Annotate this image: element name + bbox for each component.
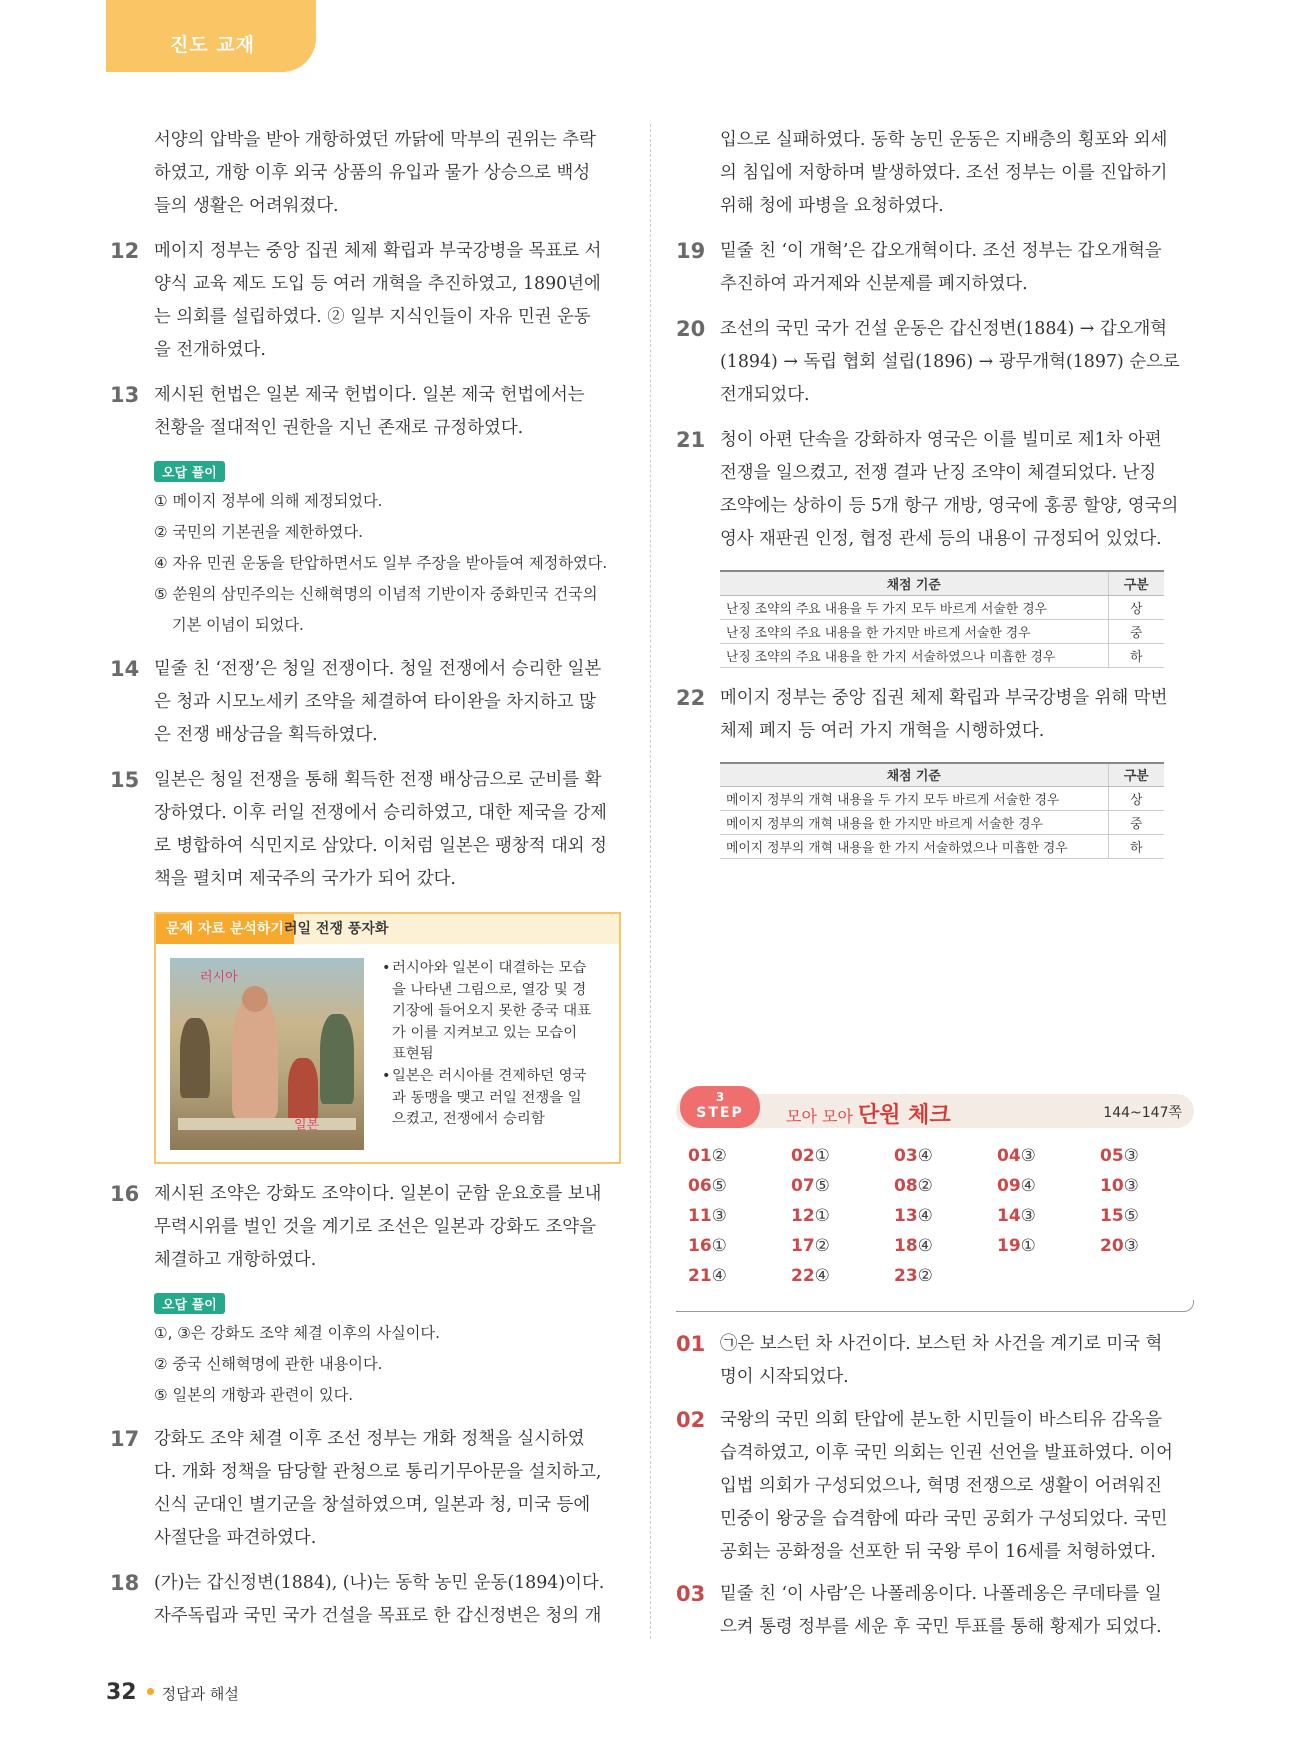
- analysis-box-header: [156, 914, 619, 944]
- answer-15: 15 일본은 청일 전쟁을 통해 획득한 전쟁 배상금으로 군비를 확 장하였다. 이후 러일 전쟁에서 승리하였고, 대한 제국을 강제 로 병합하여 식민지로 삼았다. 이처럼 일본은 팽창적 대외 정 책을 펼치며 제국주의 국가가 되어 갔다.: [110, 764, 615, 896]
- footer-dot-icon: [147, 1688, 154, 1695]
- answer-cell: 16①: [688, 1236, 727, 1256]
- solution-03: 03 밑줄 친 ‘이 사람’은 나폴레옹이다. 나폴레옹은 쿠데타를 일 으켜 통령 정부를 세운 후 국민 투표를 통해 황제가 되었다.: [676, 1578, 1194, 1644]
- continued-paragraph: 입으로 실패하였다. 동학 농민 운동은 지배층의 횡포와 외세 의 침입에 저항하며 발생하였다. 조선 정부는 이를 진압하기 위해 청에 파병을 요청하였다.: [720, 130, 1168, 216]
- answer-cell: 22④: [791, 1266, 830, 1286]
- answer-cell: 02①: [791, 1146, 830, 1166]
- question-number: 02: [676, 1408, 706, 1432]
- wrong-answer-tag: 오답 풀이: [154, 461, 225, 482]
- step-title: 모아 모아 단원 체크: [786, 1103, 951, 1128]
- pic-label-russia: 러시아: [200, 970, 238, 985]
- answer-cell: 05③: [1100, 1146, 1139, 1166]
- answer-cell: 18④: [894, 1236, 933, 1256]
- answer-cell: 04③: [997, 1146, 1036, 1166]
- answer-cell: 12①: [791, 1206, 830, 1226]
- table-row: 메이지 정부의 개혁 내용을 두 가지 모두 바르게 서술한 경우 상: [720, 787, 1164, 811]
- answer-21: 21 청이 아편 단속을 강화하자 영국은 이를 빌미로 제1차 아편 전쟁을 일으켰고, 전쟁 결과 난징 조약이 체결되었다. 난징 조약에는 상하이 등 5개 항구 개방, 영국에 홍콩 할양, 영국의 영사 재판권 인정, 협정 관세 등의 내용이 규정되어 있었다.: [676, 424, 1181, 556]
- table-row: 난징 조약의 주요 내용을 두 가지 모두 바르게 서술한 경우 상: [720, 595, 1164, 619]
- answer-cell: 11③: [688, 1206, 727, 1226]
- header-tab: [106, 0, 316, 72]
- answer-17: 17 강화도 조약 체결 이후 조선 정부는 개화 정책을 실시하였 다. 개화 정책을 담당할 관청으로 통리기무아문을 설치하고, 신식 군대인 별기군을 창설하였으며, 일본과 청, 미국 등에 사절단을 파견하였다.: [110, 1423, 615, 1555]
- answer-cell: 03④: [894, 1146, 933, 1166]
- analysis-title: 러일 전쟁 풍자화: [284, 921, 389, 937]
- answer-cell: 13④: [894, 1206, 933, 1226]
- answer-cell: 14③: [997, 1206, 1036, 1226]
- answer-14: 14 밑줄 친 ‘전쟁’은 청일 전쟁이다. 청일 전쟁에서 승리한 일본 은 청과 시모노세키 조약을 체결하여 타이완을 차지하고 많 은 전쟁 배상금을 획득하였다.: [110, 653, 615, 752]
- question-number: 18: [110, 1571, 140, 1595]
- scoring-table-22: [720, 762, 1164, 860]
- table-header: 구분: [1108, 763, 1164, 787]
- scoring-table-21: [720, 570, 1164, 668]
- answer-cell: 23②: [894, 1266, 933, 1286]
- question-number: 21: [676, 428, 706, 452]
- question-number: 13: [110, 383, 140, 407]
- answer-20: 20 조선의 국민 국가 건설 운동은 갑신정변(1884) → 갑오개혁 (1894) → 독립 협회 설립(1896) → 광무개혁(1897) 순으로 전개되었다.: [676, 313, 1181, 412]
- wrong-answer-notes-13: 오답 풀이 ① 메이지 정부에 의해 제정되었다. ② 국민의 기본권을 제한하였다. ④ 자유 민권 운동을 탄압하면서도 일부 주장을 받아들여 제정하였다. ⑤ 쑨원의 삼민주의는 신해혁명의 이념적 기반이자 중화민국 건국의 기본 이념이 되었다.: [110, 445, 615, 641]
- table-header: 채점 기준: [720, 571, 1108, 595]
- analysis-bullet: • 러시아와 일본이 대결하는 모습 을 나타낸 그림으로, 열강 및 경 기장에 들어오지 못한 중국 대표 가 이를 지켜보고 있는 모습이 표현됨: [382, 958, 607, 1066]
- page-footer: [106, 1680, 239, 1705]
- answer-cell: 01②: [688, 1146, 727, 1166]
- question-number: 14: [110, 657, 140, 681]
- solution-01: 01 ㉠은 보스턴 차 사건이다. 보스턴 차 사건을 계기로 미국 혁 명이 시작되었다.: [676, 1328, 1194, 1394]
- step-pages: 144~147쪽: [1103, 1105, 1182, 1121]
- answer-cell: 10③: [1100, 1176, 1139, 1196]
- answer-cell: 21④: [688, 1266, 727, 1286]
- answer-grid: [688, 1146, 1194, 1286]
- question-number: 16: [110, 1182, 140, 1206]
- table-header: 채점 기준: [720, 763, 1108, 787]
- answer-cell: 06⑤: [688, 1176, 727, 1196]
- left-column: [110, 124, 615, 1633]
- question-number: 17: [110, 1427, 140, 1451]
- question-number: 22: [676, 685, 706, 710]
- table-row: 메이지 정부의 개혁 내용을 한 가지 서술하였으나 미흡한 경우 하: [720, 835, 1164, 859]
- step-badge: 3 STEP: [680, 1086, 760, 1128]
- pic-label-japan: 일본: [294, 1118, 320, 1133]
- answer-16: 16 제시된 조약은 강화도 조약이다. 일본이 군함 운요호를 보내 무력시위를 벌인 것을 계기로 조선은 일본과 강화도 조약을 체결하고 개항하였다.: [110, 1178, 615, 1277]
- table-row: 난징 조약의 주요 내용을 한 가지만 바르게 서술한 경우 중: [720, 619, 1164, 643]
- answer-cell: 07⑤: [791, 1176, 830, 1196]
- question-number: 19: [676, 239, 706, 263]
- answer-22: 22 메이지 정부는 중앙 집권 체제 확립과 부국강병을 위해 막번 체제 폐지 등 여러 가지 개혁을 시행하였다.: [676, 682, 1181, 748]
- wrong-answer-tag: 오답 풀이: [154, 1293, 225, 1314]
- solution-02: 02 국왕의 국민 의회 탄압에 분노한 시민들이 바스티유 감옥을 습격하였고, 이후 국민 의회는 인권 선언을 발표하였다. 이어 입법 의회가 구성되었으나, 혁명 전쟁으로 생활이 어려워진 민중이 왕궁을 습격함에 따라 국민 공회가 구성되었다. 국민 공회는 공화정을 선포한 뒤 국왕 루이 16세를 처형하였다.: [676, 1404, 1194, 1569]
- analysis-label: 문제 자료 분석하기: [156, 914, 294, 944]
- answer-cell: 08②: [894, 1176, 933, 1196]
- answer-19: 19 밑줄 친 ‘이 개혁’은 갑오개혁이다. 조선 정부는 갑오개혁을 추진하여 과거제와 신분제를 폐지하였다.: [676, 235, 1181, 301]
- right-column: [676, 124, 1181, 867]
- analysis-bullet: • 일본은 러시아를 견제하던 영국 과 동맹을 맺고 러일 전쟁을 일 으켰고, 전쟁에서 승리함: [382, 1066, 607, 1131]
- question-number: 01: [676, 1332, 706, 1356]
- answer-12: 12 메이지 정부는 중앙 집권 체제 확립과 부국강병을 목표로 서 양식 교육 제도 도입 등 여러 개혁을 추진하였고, 1890년에 는 의회를 설립하였다. ② 일부 지식인들이 자유 민권 운동 을 전개하였다.: [110, 235, 615, 367]
- question-number: 12: [110, 239, 140, 263]
- wrong-answer-notes-16: 오답 풀이 ①, ③은 강화도 조약 체결 이후의 사실이다. ② 중국 신해혁명에 관한 내용이다. ⑤ 일본의 개항과 관련이 있다.: [110, 1277, 615, 1411]
- analysis-box: [154, 912, 621, 1164]
- step-bar: [676, 1090, 1194, 1128]
- intro-paragraph: 서양의 압박을 받아 개항하였던 까닭에 막부의 권위는 추락 하였고, 개항 이후 외국 상품의 유입과 물가 상승으로 백성 들의 생활은 어려워졌다.: [154, 130, 596, 216]
- answer-13: 13 제시된 헌법은 일본 제국 헌법이다. 일본 제국 헌법에서는 천황을 절대적인 권한을 지닌 존재로 규정하였다.: [110, 379, 615, 445]
- answer-cell: 15⑤: [1100, 1206, 1139, 1226]
- answer-cell: 09④: [997, 1176, 1036, 1196]
- answer-cell: 19①: [997, 1236, 1036, 1256]
- analysis-bullets: [364, 958, 607, 1150]
- column-divider: [650, 124, 651, 1639]
- step3-unit-check: [676, 1090, 1194, 1312]
- header-tab-label: 진도 교재: [170, 34, 256, 56]
- footer-label: 정답과 해설: [161, 1685, 239, 1703]
- answer-cell: 17②: [791, 1236, 830, 1256]
- table-row: 메이지 정부의 개혁 내용을 한 가지만 바르게 서술한 경우 중: [720, 811, 1164, 835]
- table-row: 난징 조약의 주요 내용을 한 가지 서술하였으나 미흡한 경우 하: [720, 643, 1164, 667]
- page-number: 32: [106, 1680, 137, 1705]
- step-divider: [676, 1300, 1194, 1312]
- question-number: 15: [110, 768, 140, 792]
- satire-cartoon-image: [170, 958, 364, 1150]
- question-number: 20: [676, 317, 706, 341]
- question-number: 03: [676, 1582, 706, 1606]
- table-header: 구분: [1108, 571, 1164, 595]
- answer-cell: 20③: [1100, 1236, 1139, 1256]
- answer-18: 18 (가)는 갑신정변(1884), (나)는 동학 농민 운동(1894)이다. 자주독립과 국민 국가 건설을 목표로 한 갑신정변은 청의 개: [110, 1567, 615, 1633]
